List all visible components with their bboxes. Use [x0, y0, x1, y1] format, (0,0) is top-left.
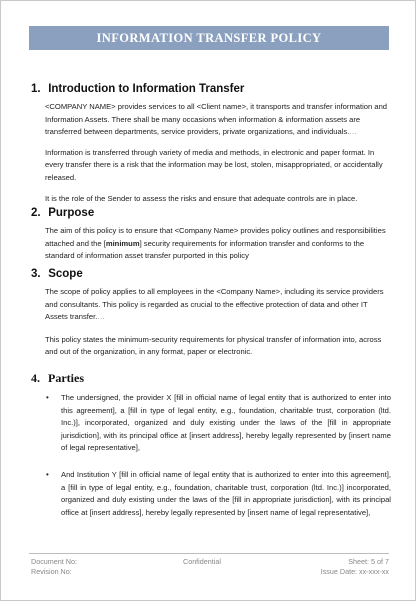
section-heading	[31, 371, 391, 386]
section-title: Scope	[48, 268, 83, 280]
section-heading	[31, 83, 391, 95]
paragraph: It is the role of the Sender to assess the risks and ensure that adequate controls are in place.	[45, 193, 358, 203]
emphasis-text: minimum	[105, 238, 140, 248]
paragraph: This policy states the minimum-security requirements for physical transfer of information into, across and out of the organization, in any format, paper or electronic.	[45, 334, 382, 357]
paragraph	[45, 286, 391, 324]
bullet-icon: •	[46, 469, 49, 479]
footer-divider	[29, 553, 389, 554]
paragraph	[45, 225, 391, 263]
section-number: 1.	[31, 83, 41, 95]
issue-date: Issue Date: xx-xxx-xx	[320, 567, 389, 576]
paragraph-text: ] security requirements for information transfer and conforms to the standard of information asset transfer purported in this policy	[45, 238, 365, 261]
revision-number-label: Revision No:	[31, 567, 72, 576]
paragraph-text: <COMPANY NAME> provides services to all <Client name>, it transports and transfer information and Information Assets. There shall be many occasions when information & information assets are transferred between departments, service providers, private organizations, and individuals.	[45, 102, 388, 137]
section-title: Parties	[48, 371, 84, 385]
paragraph-text: The aim of this policy is to ensure that <Company Name> provides policy outlines and responsibilities attached and the [	[45, 226, 386, 248]
page-footer	[31, 557, 389, 577]
section-heading	[31, 268, 391, 280]
list-item	[45, 392, 391, 455]
paragraph	[45, 101, 391, 139]
section-title: Purpose	[48, 207, 95, 219]
ellipsis-marker: ...	[97, 312, 106, 322]
section-title: Introduction to Information Transfer	[48, 83, 245, 95]
page-title: INFORMATION TRANSFER POLICY	[29, 26, 389, 50]
section-scope	[31, 268, 391, 367]
section-introduction	[31, 83, 391, 213]
list-item	[45, 469, 391, 519]
section-parties	[31, 371, 391, 529]
paragraph-text: The scope of policy applies to all employees in the <Company Name>, including its service providers and consultants. This policy is regarded as crucial to the effective protection of data and other IT Assets transfer.	[45, 287, 384, 322]
section-purpose	[31, 207, 391, 271]
paragraph: Information is transferred through variety of media and methods, in electronic and paper format. In every transfer there is a risk that the information may be lost, stolen, misappropriated, or accidentally released.	[45, 147, 383, 182]
bullet-icon: •	[46, 393, 49, 402]
sheet-number: Sheet: 5 of 7	[348, 557, 389, 566]
section-heading	[31, 207, 391, 219]
list-item-text: And Institution Y [fill in official name of legal entity that is authorized to enter into this agreement], a [fill in type of legal entity, e.g., foundation, charitable trust, corporation (ltd. Inc.)] incorporated, organized and duly existing under the laws of the [fill in appropriate jurisdiction], with its principal office at [insert address], hereby legally represented by [insert name of legal representative],	[61, 469, 391, 517]
section-number: 2.	[31, 207, 41, 219]
section-number: 3.	[31, 268, 41, 280]
parties-list	[45, 392, 391, 519]
classification-label: Confidential	[183, 557, 221, 566]
section-number: 4.	[31, 371, 40, 385]
document-number-label: Document No:	[31, 557, 77, 566]
list-item-text: The undersigned, the provider X [fill in official name of legal entity that is authorized to enter into this agreement], a [fill in type of legal entity, e.g., foundation, charitable trust, corporation (ltd. Inc.)], incorporated, organized and duly existing under the laws of the [fill in appropriate jurisdiction], with its principal office at [insert address], hereby legally represented by [insert name of legal representative],	[61, 393, 391, 453]
ellipsis-marker: ...	[349, 127, 358, 137]
